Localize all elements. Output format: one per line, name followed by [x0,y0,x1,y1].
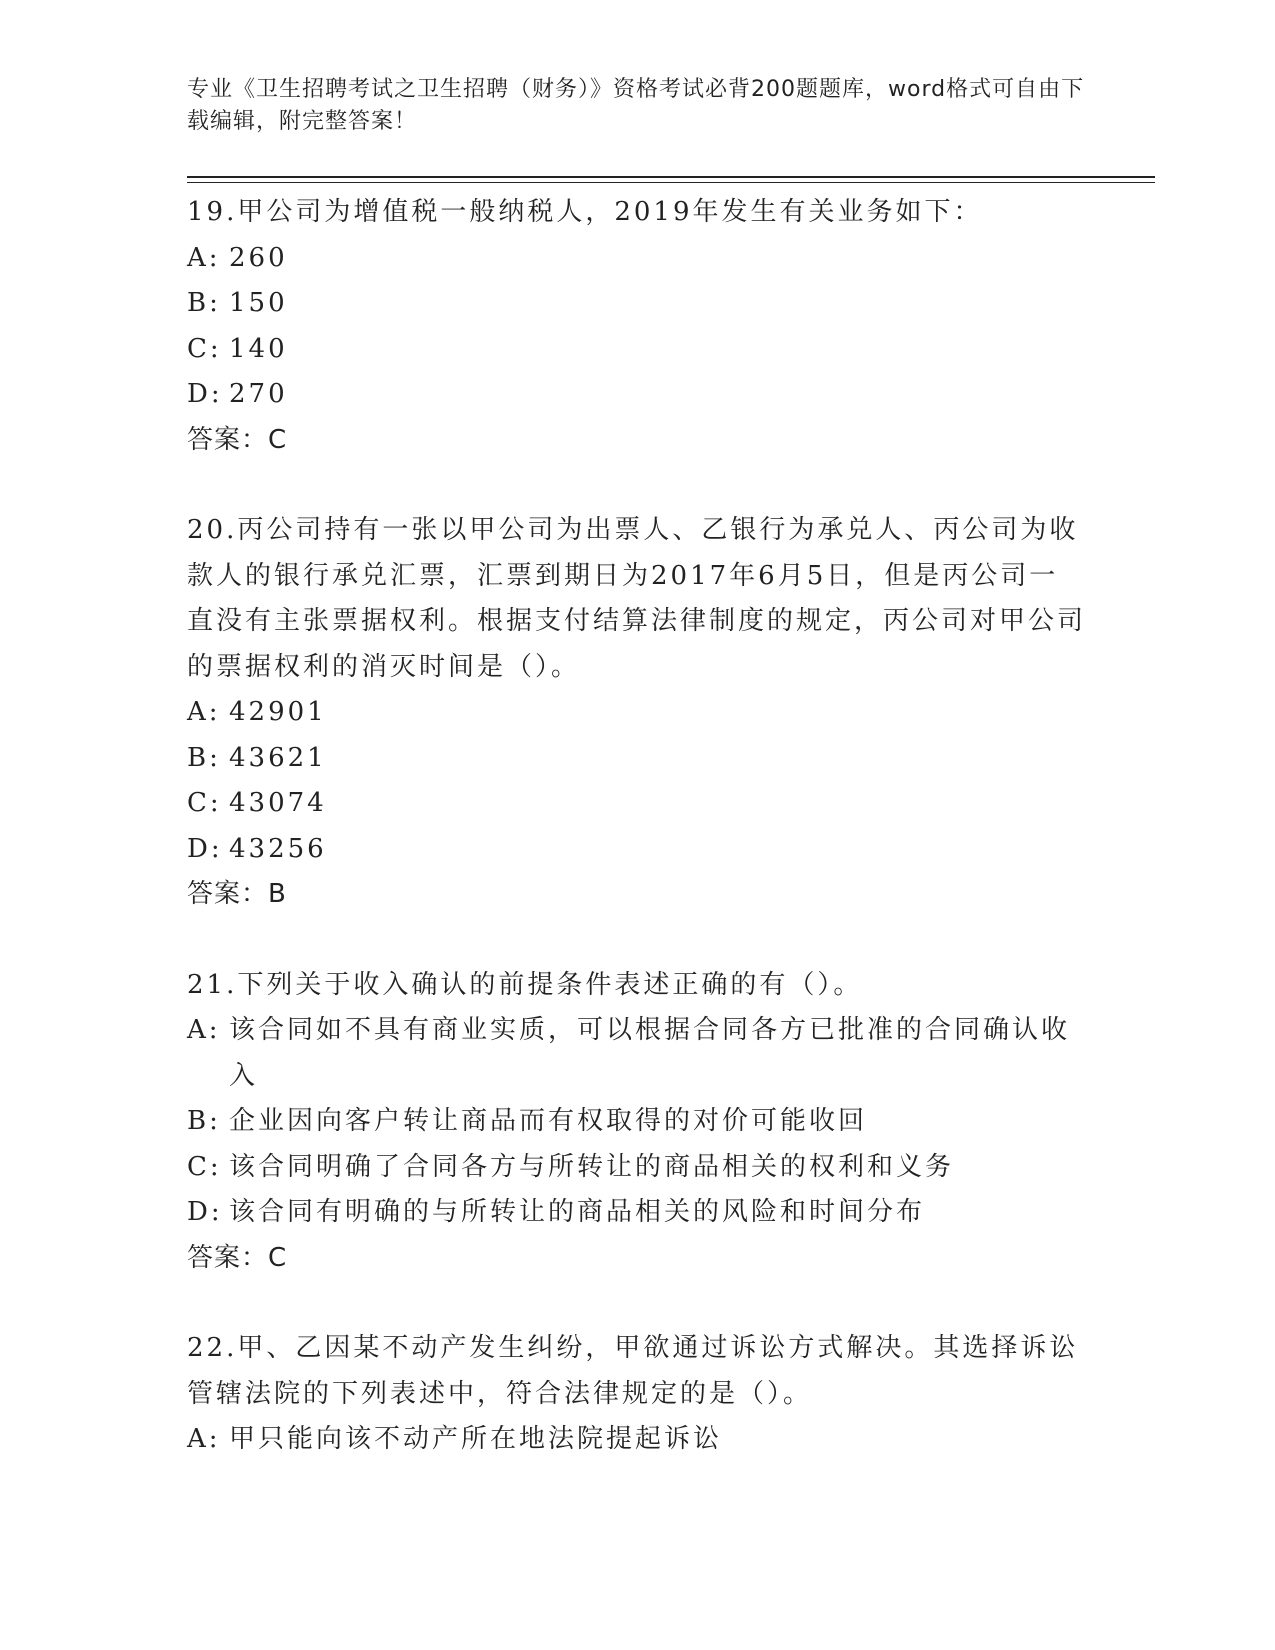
option-text: 260 [229,242,288,273]
answer-line: 答案：C [187,424,288,455]
option-letter: A: [187,697,221,727]
question-21 [187,963,1087,1282]
header-divider-thick [187,176,1155,178]
question-19 [187,190,1087,463]
question-stem: 21.下列关于收入确认的前提条件表述正确的有（）。 [187,969,863,1000]
question-stem: 19.甲公司为增值税一般纳税人，2019年发生有关业务如下： [187,197,983,227]
option-d [187,1190,1087,1236]
option-letter: C: [187,1151,222,1182]
option-b [187,736,1087,782]
header-divider-thin [187,182,1155,183]
option-text: 43074 [229,788,327,818]
option-letter: D: [187,1197,223,1227]
question-22 [187,1326,1087,1463]
option-text: 270 [229,379,288,409]
question-list [187,190,1087,1508]
document-header: 专业《卫生招聘考试之卫生招聘（财务）》资格考试必背200题题库，word格式可自由下载编辑，附完整答案！ [187,77,1085,134]
option-text: 甲只能向该不动产所在地法院提起诉讼 [229,1424,723,1454]
option-text: 150 [229,288,288,318]
option-letter: B: [187,288,221,318]
option-a [187,236,1087,282]
option-text: 43621 [229,742,327,773]
option-c [187,781,1087,827]
option-letter: B: [187,1106,221,1136]
question-stem: 20.丙公司持有一张以甲公司为出票人、乙银行为承兑人、丙公司为收款人的银行承兑汇票，汇票到期日为2017年6月5日，但是丙公司一直没有主张票据权利。根据支付结算法律制度的规定，丙公司对甲公司的票据权利的消灭时间是（）。 [187,515,1087,682]
option-text: 企业因向客户转让商品而有权取得的对价可能收回 [229,1106,868,1136]
option-a [187,1008,1087,1099]
option-a [187,690,1087,736]
option-letter: A: [187,1424,221,1454]
option-text: 42901 [229,697,327,727]
option-c [187,1145,1087,1191]
option-letter: C: [187,333,222,364]
option-letter: A: [187,242,221,273]
option-text: 该合同如不具有商业实质，可以根据合同各方已批准的合同确认收入 [229,1015,1071,1091]
option-letter: D: [187,379,223,409]
option-letter: C: [187,788,222,818]
option-text: 140 [229,333,288,364]
question-stem: 22.甲、乙因某不动产发生纠纷，甲欲通过诉讼方式解决。其选择诉讼管辖法院的下列表述中，符合法律规定的是（）。 [187,1333,1079,1409]
option-a [187,1417,1087,1463]
option-b [187,281,1087,327]
option-text: 该合同明确了合同各方与所转让的商品相关的权利和义务 [229,1151,955,1182]
option-text: 43256 [229,833,327,864]
question-20 [187,508,1087,918]
option-letter: B: [187,742,221,773]
option-c [187,327,1087,373]
option-letter: D: [187,833,223,864]
option-d [187,827,1087,873]
option-d [187,372,1087,418]
option-text: 该合同有明确的与所转让的商品相关的风险和时间分布 [229,1197,926,1227]
answer-line: 答案：C [187,1242,288,1273]
option-letter: A: [187,1015,221,1045]
option-b [187,1099,1087,1145]
answer-line: 答案：B [187,879,287,909]
